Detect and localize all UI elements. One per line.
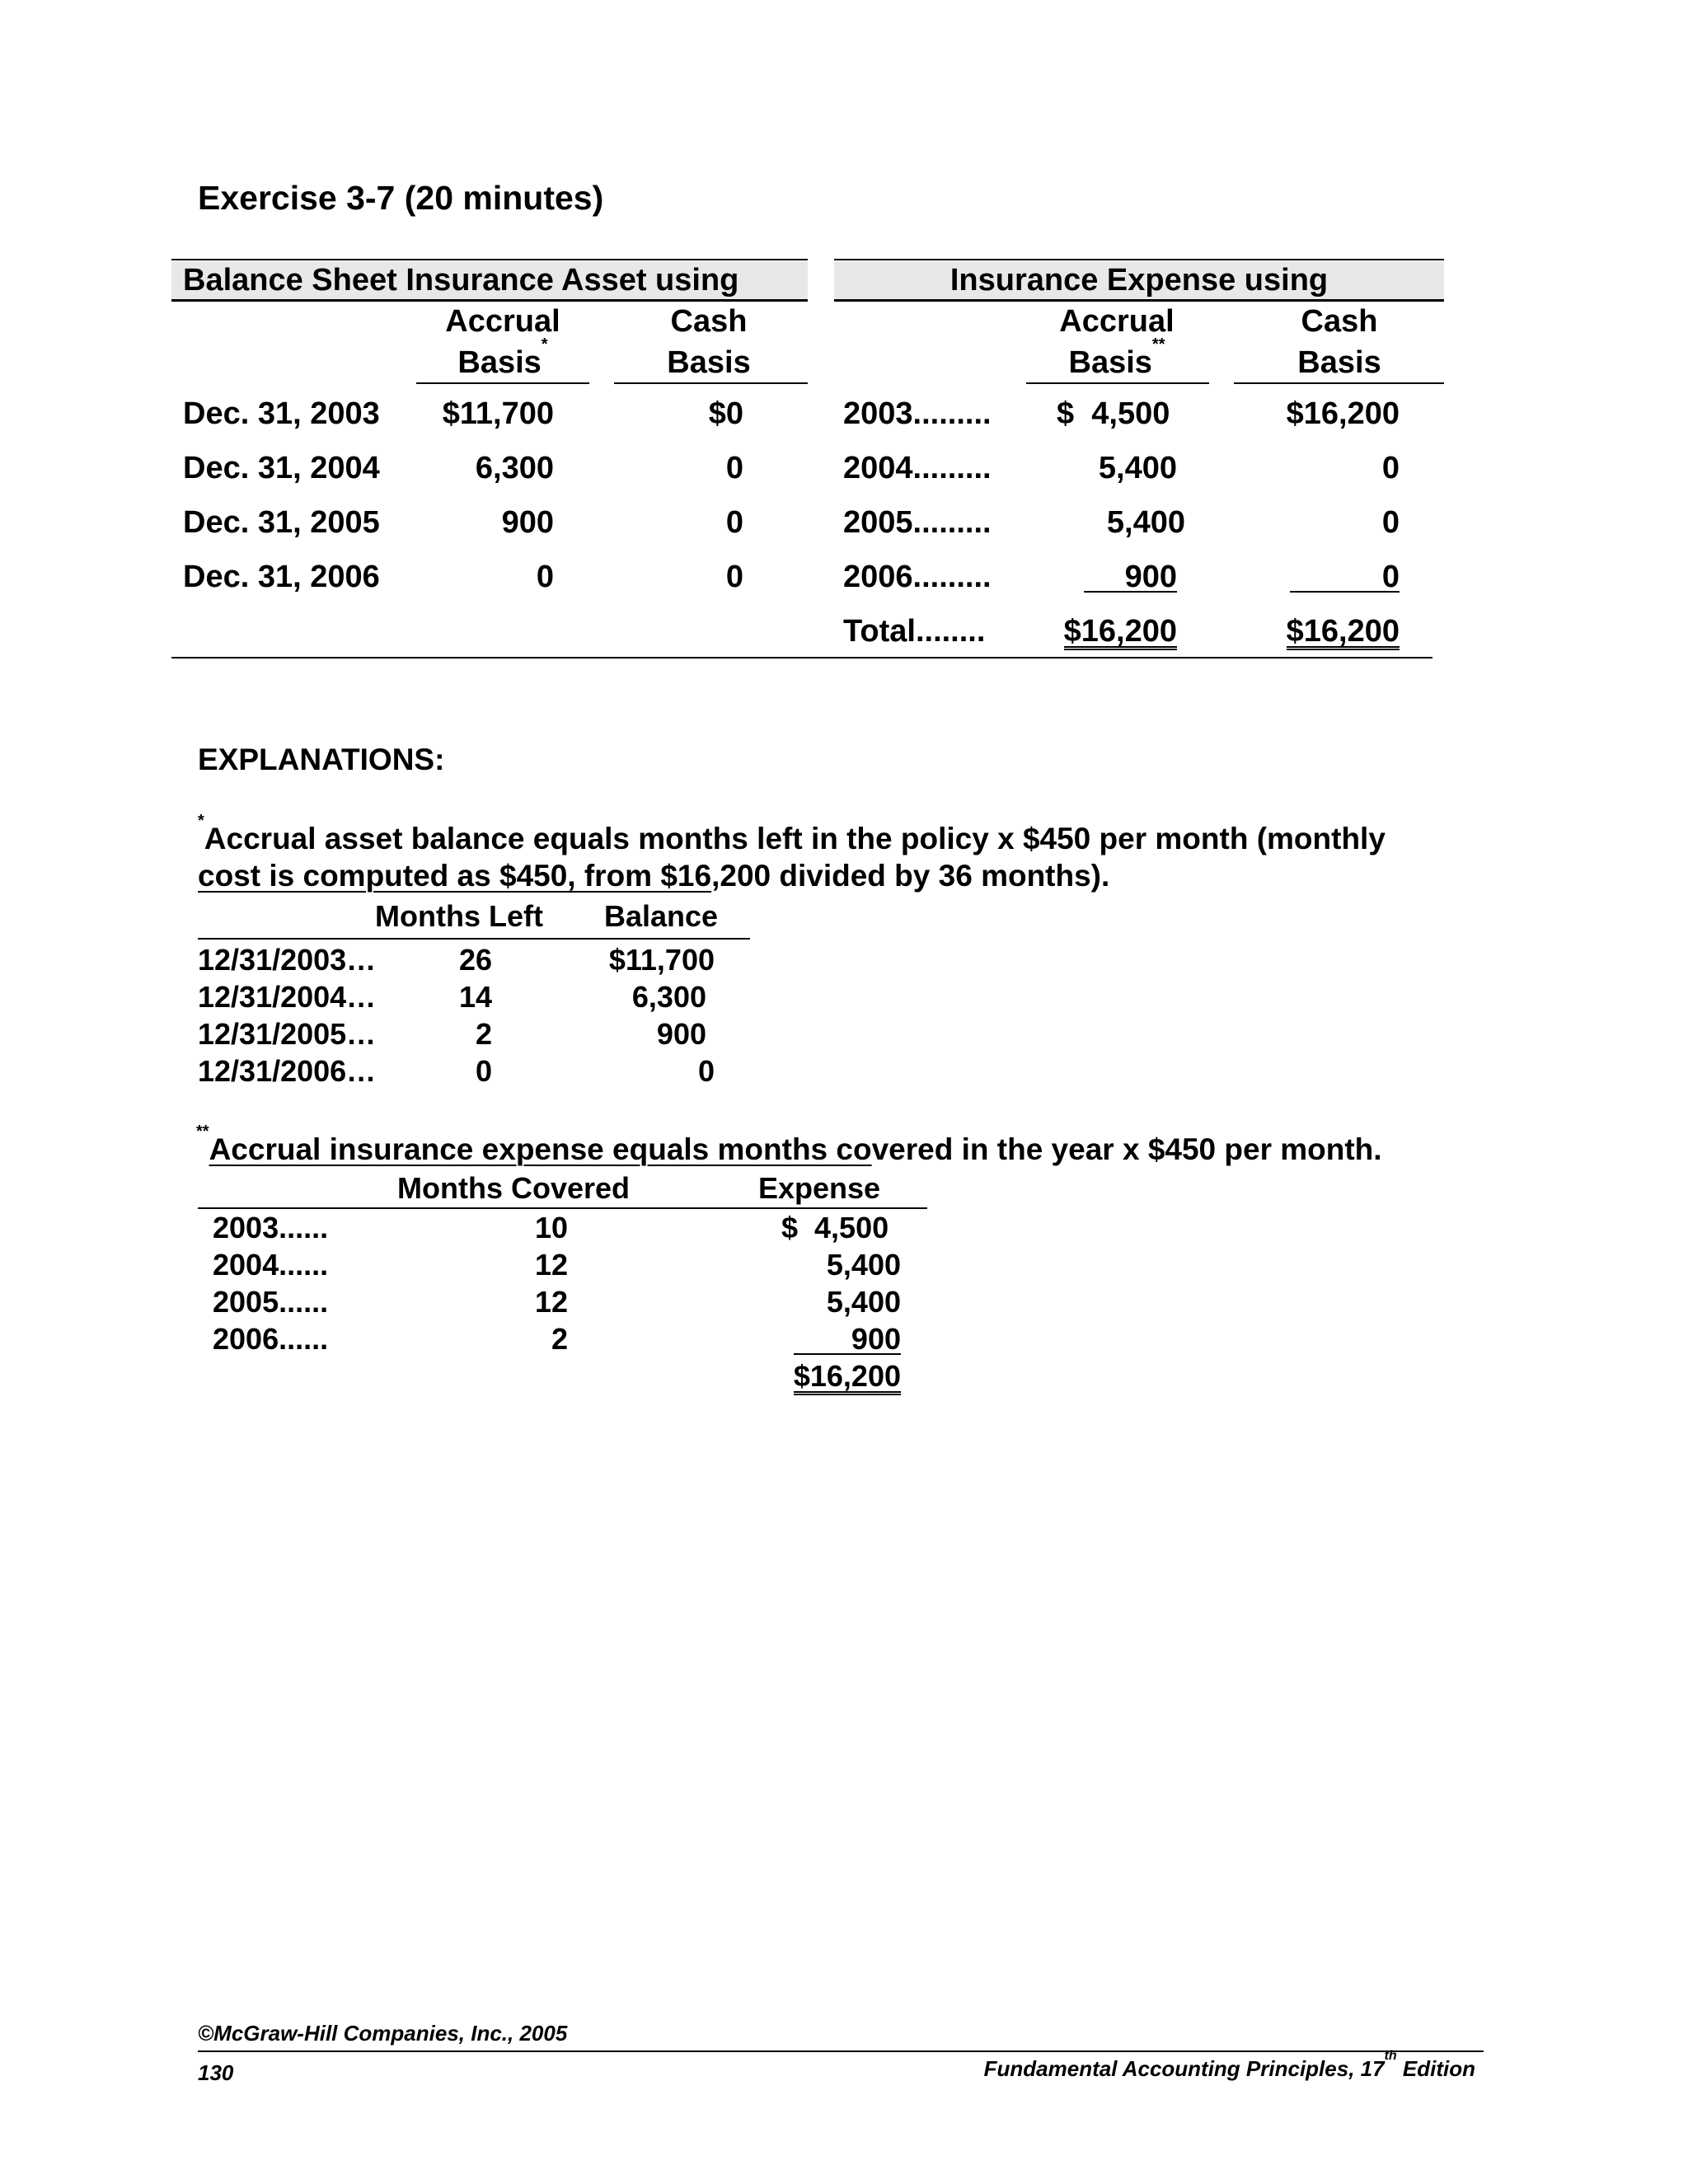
row-year: 2003......... <box>843 396 992 431</box>
row-cash: 0 <box>1381 505 1400 540</box>
divider <box>416 382 589 384</box>
row-cash: $16,200 <box>1286 396 1400 431</box>
row-expense: 5,400 <box>826 1248 901 1282</box>
row-cash: 0 <box>725 560 743 594</box>
row-year: 2006...... <box>213 1322 329 1356</box>
row-year: 2006......... <box>843 560 992 594</box>
row-cash: $0 <box>708 396 743 431</box>
row-months: 2 <box>475 1017 492 1051</box>
divider <box>171 259 808 260</box>
row-balance: 6,300 <box>631 980 706 1014</box>
divider <box>834 299 1444 302</box>
row-accrual: 5,400 <box>1106 505 1185 540</box>
row-accrual: $16,200 <box>1063 614 1177 649</box>
note2-line1: **Accrual insurance expense equals months covered in the year x $450 per month. <box>196 1122 1382 1166</box>
explanations-heading: EXPLANATIONS: <box>198 743 445 776</box>
column-header-cash: Cash <box>1301 304 1378 339</box>
row-months: 0 <box>475 1054 492 1088</box>
divider <box>1026 382 1209 384</box>
divider <box>171 299 808 302</box>
column-header-months-left: Months Left <box>375 899 543 933</box>
row-date: 12/31/2003… <box>198 943 377 977</box>
row-cash: $16,200 <box>1286 614 1400 649</box>
row-cash-wrap <box>1236 560 1400 593</box>
column-header-accrual: Accrual <box>1059 304 1175 339</box>
column-header-accrual: Accrual <box>445 304 560 339</box>
row-date: Dec. 31, 2006 <box>183 560 380 594</box>
row-accrual: 900 <box>501 505 554 540</box>
row-expense: 900 <box>794 1325 901 1355</box>
column-header-expense: Expense <box>758 1171 881 1205</box>
total-accrual-wrap <box>1030 615 1177 650</box>
row-date: Dec. 31, 2004 <box>183 451 380 485</box>
column-header-cash: Cash <box>670 304 748 339</box>
footer-copyright: ©McGraw-Hill Companies, Inc., 2005 <box>198 2021 568 2046</box>
row-date: Dec. 31, 2005 <box>183 505 380 540</box>
row-months: 14 <box>458 980 492 1014</box>
row-expense: $ 4,500 <box>781 1211 889 1244</box>
row-year: 2005......... <box>843 505 992 540</box>
divider <box>1234 382 1444 384</box>
column-header-accrual-basis: Basis* <box>457 335 548 380</box>
column-header-months-covered: Months Covered <box>397 1171 631 1205</box>
row-year: 2004...... <box>213 1248 329 1282</box>
divider <box>198 938 750 940</box>
row-months: 12 <box>534 1285 568 1319</box>
row-months: 12 <box>534 1248 568 1282</box>
row-accrual: $ 4,500 <box>1057 396 1170 431</box>
row-accrual: 5,400 <box>1098 451 1177 485</box>
row-balance: 0 <box>697 1054 715 1088</box>
row-months: 10 <box>534 1211 568 1244</box>
row-cash: 0 <box>725 451 743 485</box>
row-months: 2 <box>551 1322 568 1356</box>
footer-page-number: 130 <box>198 2060 234 2085</box>
row-accrual: 6,300 <box>475 451 554 485</box>
total-expense: $16,200 <box>794 1362 901 1395</box>
row-date: 12/31/2006… <box>198 1054 377 1088</box>
expense-header: Insurance Expense using <box>950 263 1329 298</box>
row-date: 12/31/2005… <box>198 1017 377 1051</box>
row-accrual-wrap <box>1030 560 1177 593</box>
column-header-accrual-basis: Basis** <box>1068 335 1165 380</box>
table-bottom-rule <box>171 657 1432 658</box>
row-accrual: $11,700 <box>442 396 554 431</box>
row-cash: 0 <box>1381 451 1400 485</box>
balance-sheet-header: Balance Sheet Insurance Asset using <box>183 263 739 298</box>
row-balance: $11,700 <box>608 943 715 977</box>
row-accrual: 0 <box>536 560 554 594</box>
row-expense: 5,400 <box>826 1285 901 1319</box>
column-header-balance: Balance <box>604 899 719 933</box>
row-date: 12/31/2004… <box>198 980 377 1014</box>
total-cash-wrap <box>1236 615 1400 650</box>
row-expense-wrap <box>742 1323 901 1356</box>
row-months: 26 <box>458 943 492 977</box>
note1-line2: cost is computed as $450, from $16,200 divided by 36 months). <box>198 859 1110 893</box>
row-accrual: 900 <box>1084 563 1177 593</box>
footer-book-title: Fundamental Accounting Principles, 17th Edition <box>983 2049 1475 2081</box>
page-title: Exercise 3-7 (20 minutes) <box>198 179 604 217</box>
row-cash: 0 <box>1290 563 1400 593</box>
row-cash: 0 <box>725 505 743 540</box>
row-year: 2004......... <box>843 451 992 485</box>
row-date: Dec. 31, 2003 <box>183 396 380 431</box>
row-balance: 900 <box>656 1017 706 1051</box>
row-year: Total........ <box>843 614 986 649</box>
divider <box>834 259 1444 260</box>
note1-line1: *Accrual asset balance equals months left in the policy x $450 per month (monthly <box>198 812 1386 855</box>
row-year: 2005...... <box>213 1285 329 1319</box>
divider <box>198 1207 927 1209</box>
footer-rule <box>198 2050 1484 2052</box>
total-expense-wrap <box>742 1360 901 1395</box>
column-header-cash-basis: Basis <box>1297 345 1381 380</box>
row-year: 2003...... <box>213 1211 329 1244</box>
divider <box>614 382 808 384</box>
column-header-cash-basis: Basis <box>667 345 751 380</box>
